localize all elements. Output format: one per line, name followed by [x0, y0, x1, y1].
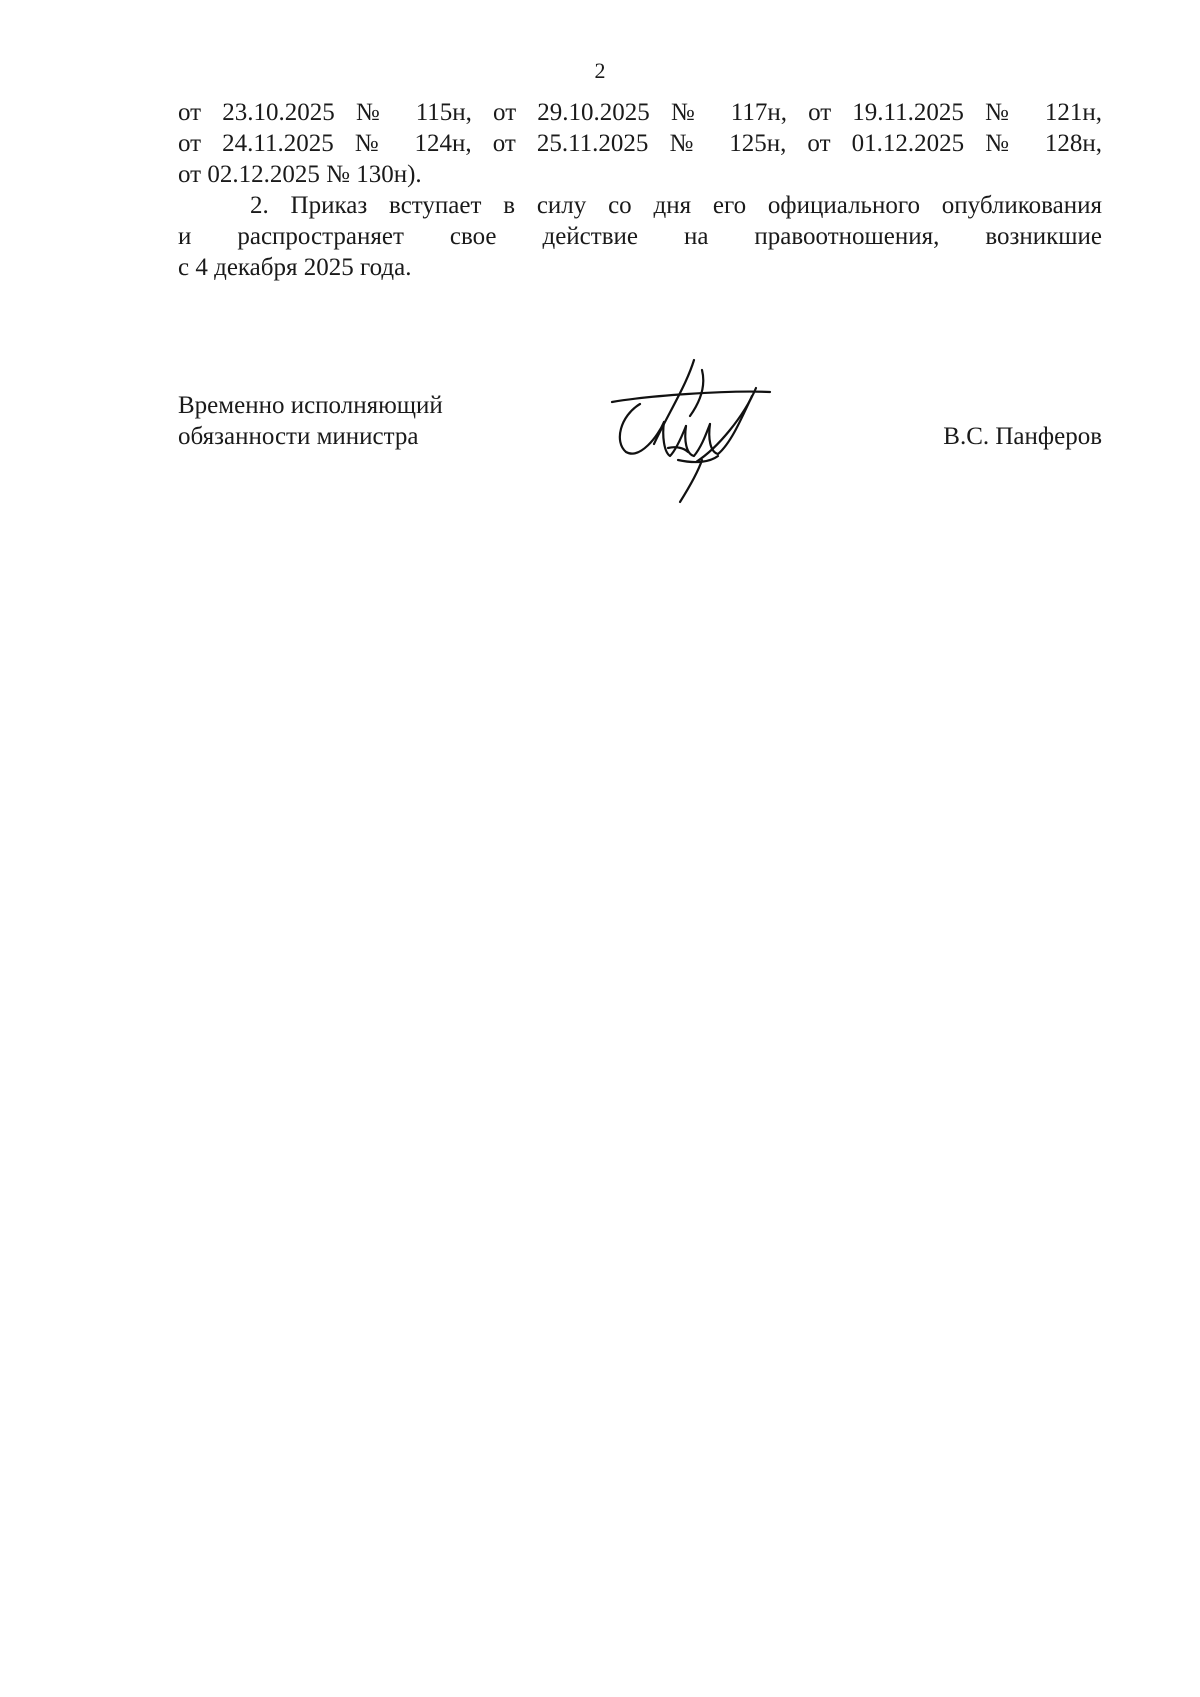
paragraph-line: от 02.12.2025 № 130н).	[178, 161, 422, 188]
document-body	[178, 97, 1102, 283]
position-line: Временно исполняющий	[178, 392, 443, 419]
signer-position	[178, 390, 518, 452]
paragraph-line: 2. Приказ вступает в силу со дня его официального опубликования	[250, 192, 1102, 219]
paragraph-line: от 24.11.2025 № 124н, от 25.11.2025 № 125н, от 01.12.2025 № 128н,	[178, 130, 1102, 157]
handwritten-signature	[606, 356, 776, 506]
position-line: обязанности министра	[178, 423, 419, 450]
signature-icon	[606, 356, 776, 506]
paragraph-effective-date	[178, 190, 1102, 283]
page-number: 2	[594, 58, 606, 83]
paragraph-line: с 4 декабря 2025 года.	[178, 254, 412, 281]
paragraph-line: и распространяет свое действие на правоотношения, возникшие	[178, 223, 1102, 250]
signature-block	[178, 390, 1102, 520]
signer-name: В.С. Панферов	[943, 423, 1102, 450]
paragraph-line: от 23.10.2025 № 115н, от 29.10.2025 № 117н, от 19.11.2025 № 121н,	[178, 99, 1102, 126]
paragraph-references	[178, 97, 1102, 190]
